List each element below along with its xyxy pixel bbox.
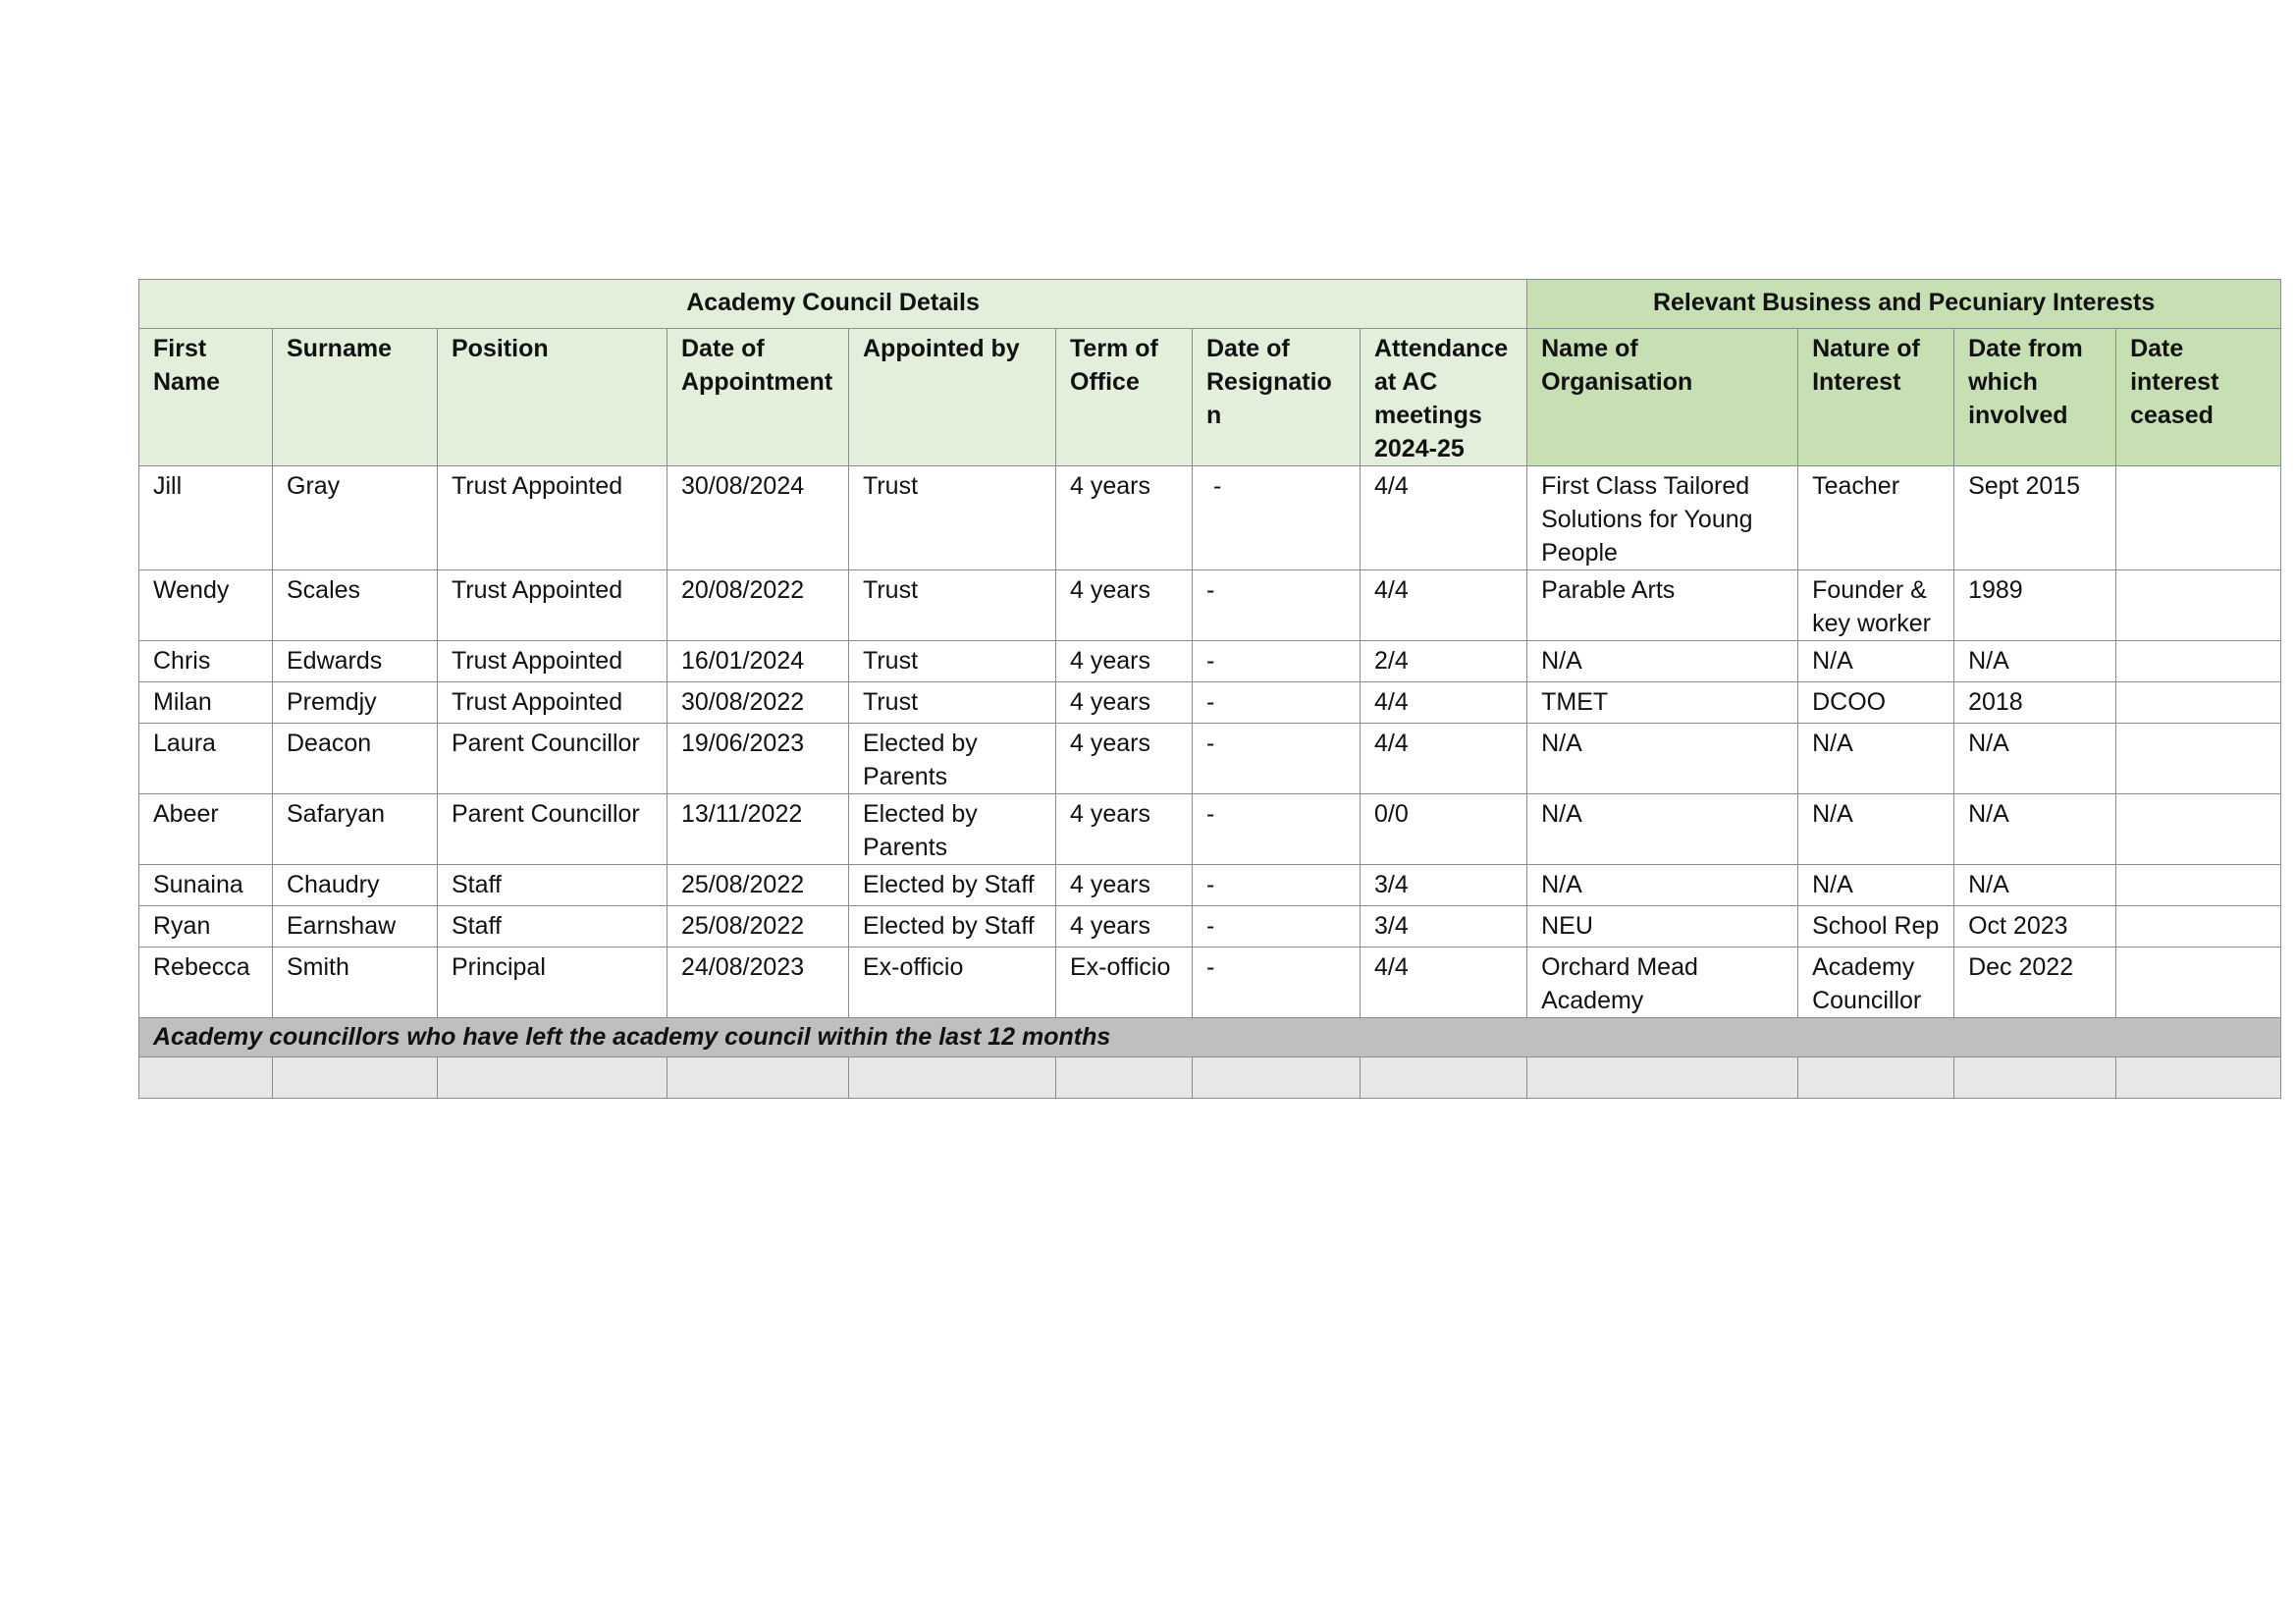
table-row xyxy=(139,641,2281,682)
col-header-position: Position xyxy=(438,329,667,466)
cell-organisation: N/A xyxy=(1527,865,1798,906)
cell-attendance: 2/4 xyxy=(1361,641,1527,682)
cell-organisation: N/A xyxy=(1527,641,1798,682)
col-header-date-ceased: Date interest ceased xyxy=(2116,329,2281,466)
cell-date-ceased xyxy=(2116,641,2281,682)
cell-attendance: 4/4 xyxy=(1361,724,1527,794)
cell-date-ceased xyxy=(2116,570,2281,641)
cell-date-of-appointment: 24/08/2023 xyxy=(667,947,849,1018)
cell-appointed-by: Trust xyxy=(849,682,1056,724)
cell-first-name: Laura xyxy=(139,724,273,794)
cell-organisation: N/A xyxy=(1527,794,1798,865)
section-academy-council-details: Academy Council Details xyxy=(139,280,1527,329)
table-row xyxy=(139,947,2281,1018)
cell-first-name: Abeer xyxy=(139,794,273,865)
cell-attendance: 4/4 xyxy=(1361,682,1527,724)
cell-surname: Chaudry xyxy=(273,865,438,906)
cell-date-of-appointment: 25/08/2022 xyxy=(667,865,849,906)
cell-position: Parent Councillor xyxy=(438,794,667,865)
cell-appointed-by: Elected by Staff xyxy=(849,906,1056,947)
cell-date-from: N/A xyxy=(1954,794,2116,865)
cell-appointed-by: Trust xyxy=(849,466,1056,570)
cell-date-of-appointment: 19/06/2023 xyxy=(667,724,849,794)
cell-date-ceased xyxy=(2116,724,2281,794)
cell-term-of-office: 4 years xyxy=(1056,682,1193,724)
empty-cell xyxy=(1056,1057,1193,1099)
cell-date-of-resignation: - xyxy=(1193,794,1361,865)
cell-date-from: N/A xyxy=(1954,641,2116,682)
cell-date-from: Oct 2023 xyxy=(1954,906,2116,947)
cell-date-of-appointment: 16/01/2024 xyxy=(667,641,849,682)
cell-attendance: 4/4 xyxy=(1361,947,1527,1018)
cell-attendance: 3/4 xyxy=(1361,906,1527,947)
cell-date-of-resignation: - xyxy=(1193,682,1361,724)
cell-surname: Scales xyxy=(273,570,438,641)
cell-position: Trust Appointed xyxy=(438,466,667,570)
col-header-date-of-resignation: Date of Resignation xyxy=(1193,329,1361,466)
cell-appointed-by: Trust xyxy=(849,570,1056,641)
cell-date-ceased xyxy=(2116,947,2281,1018)
empty-cell xyxy=(1193,1057,1361,1099)
cell-date-of-resignation: - xyxy=(1193,947,1361,1018)
table-row xyxy=(139,570,2281,641)
cell-date-from: N/A xyxy=(1954,724,2116,794)
cell-date-of-resignation: - xyxy=(1193,865,1361,906)
cell-term-of-office: 4 years xyxy=(1056,906,1193,947)
cell-date-of-resignation: - xyxy=(1193,906,1361,947)
col-header-appointed-by: Appointed by xyxy=(849,329,1056,466)
cell-nature-of-interest: Teacher xyxy=(1798,466,1954,570)
table-row xyxy=(139,906,2281,947)
cell-nature-of-interest: N/A xyxy=(1798,794,1954,865)
cell-position: Trust Appointed xyxy=(438,682,667,724)
cell-organisation: Orchard Mead Academy xyxy=(1527,947,1798,1018)
cell-surname: Earnshaw xyxy=(273,906,438,947)
col-header-organisation: Name of Organisation xyxy=(1527,329,1798,466)
cell-date-from: N/A xyxy=(1954,865,2116,906)
cell-term-of-office: 4 years xyxy=(1056,641,1193,682)
empty-cell xyxy=(1527,1057,1798,1099)
cell-first-name: Sunaina xyxy=(139,865,273,906)
cell-surname: Premdjy xyxy=(273,682,438,724)
cell-organisation: Parable Arts xyxy=(1527,570,1798,641)
cell-position: Principal xyxy=(438,947,667,1018)
cell-date-ceased xyxy=(2116,466,2281,570)
table-row xyxy=(139,466,2281,570)
cell-date-ceased xyxy=(2116,794,2281,865)
empty-cell xyxy=(1361,1057,1527,1099)
cell-term-of-office: 4 years xyxy=(1056,570,1193,641)
cell-organisation: NEU xyxy=(1527,906,1798,947)
table-row xyxy=(139,865,2281,906)
table-row xyxy=(139,794,2281,865)
cell-date-from: 1989 xyxy=(1954,570,2116,641)
cell-date-from: Sept 2015 xyxy=(1954,466,2116,570)
cell-nature-of-interest: Founder & key worker xyxy=(1798,570,1954,641)
academy-council-document xyxy=(138,279,2280,1099)
empty-cell xyxy=(2116,1057,2281,1099)
cell-attendance: 3/4 xyxy=(1361,865,1527,906)
cell-date-ceased xyxy=(2116,865,2281,906)
cell-organisation: N/A xyxy=(1527,724,1798,794)
cell-date-of-resignation: - xyxy=(1193,724,1361,794)
cell-date-of-appointment: 30/08/2024 xyxy=(667,466,849,570)
empty-cell xyxy=(1798,1057,1954,1099)
col-header-first-name: First Name xyxy=(139,329,273,466)
table-row xyxy=(139,682,2281,724)
cell-appointed-by: Elected by Parents xyxy=(849,794,1056,865)
cell-first-name: Rebecca xyxy=(139,947,273,1018)
cell-date-of-appointment: 30/08/2022 xyxy=(667,682,849,724)
cell-surname: Smith xyxy=(273,947,438,1018)
cell-date-from: 2018 xyxy=(1954,682,2116,724)
cell-nature-of-interest: N/A xyxy=(1798,641,1954,682)
cell-attendance: 4/4 xyxy=(1361,570,1527,641)
cell-term-of-office: 4 years xyxy=(1056,724,1193,794)
empty-cell xyxy=(849,1057,1056,1099)
cell-date-of-resignation: - xyxy=(1193,570,1361,641)
col-header-surname: Surname xyxy=(273,329,438,466)
col-header-date-from: Date from which involved xyxy=(1954,329,2116,466)
cell-first-name: Milan xyxy=(139,682,273,724)
cell-position: Parent Councillor xyxy=(438,724,667,794)
col-header-attendance: Attendance at AC meetings 2024-25 xyxy=(1361,329,1527,466)
cell-term-of-office: Ex-officio xyxy=(1056,947,1193,1018)
cell-nature-of-interest: School Rep xyxy=(1798,906,1954,947)
cell-surname: Gray xyxy=(273,466,438,570)
cell-date-of-resignation: - xyxy=(1193,466,1361,570)
cell-term-of-office: 4 years xyxy=(1056,794,1193,865)
cell-surname: Edwards xyxy=(273,641,438,682)
column-header-row xyxy=(139,329,2281,466)
cell-date-of-appointment: 25/08/2022 xyxy=(667,906,849,947)
table-row xyxy=(139,724,2281,794)
cell-appointed-by: Elected by Staff xyxy=(849,865,1056,906)
academy-council-table xyxy=(138,279,2281,1099)
cell-appointed-by: Elected by Parents xyxy=(849,724,1056,794)
empty-cell xyxy=(139,1057,273,1099)
cell-position: Staff xyxy=(438,906,667,947)
cell-attendance: 4/4 xyxy=(1361,466,1527,570)
section-business-interests: Relevant Business and Pecuniary Interests xyxy=(1527,280,2281,329)
cell-date-of-appointment: 13/11/2022 xyxy=(667,794,849,865)
cell-term-of-office: 4 years xyxy=(1056,466,1193,570)
section-header-row xyxy=(139,280,2281,329)
cell-nature-of-interest: DCOO xyxy=(1798,682,1954,724)
empty-cell xyxy=(1954,1057,2116,1099)
cell-first-name: Ryan xyxy=(139,906,273,947)
cell-date-ceased xyxy=(2116,682,2281,724)
cell-nature-of-interest: N/A xyxy=(1798,724,1954,794)
col-header-term-of-office: Term of Office xyxy=(1056,329,1193,466)
cell-organisation: TMET xyxy=(1527,682,1798,724)
cell-first-name: Chris xyxy=(139,641,273,682)
cell-date-of-appointment: 20/08/2022 xyxy=(667,570,849,641)
cell-date-from: Dec 2022 xyxy=(1954,947,2116,1018)
cell-date-ceased xyxy=(2116,906,2281,947)
cell-first-name: Wendy xyxy=(139,570,273,641)
left-councillors-heading: Academy councillors who have left the academy council within the last 12 months xyxy=(139,1018,2281,1057)
empty-cell xyxy=(438,1057,667,1099)
cell-position: Staff xyxy=(438,865,667,906)
cell-surname: Safaryan xyxy=(273,794,438,865)
col-header-date-of-appointment: Date of Appointment xyxy=(667,329,849,466)
col-header-nature-of-interest: Nature of Interest xyxy=(1798,329,1954,466)
cell-appointed-by: Trust xyxy=(849,641,1056,682)
cell-appointed-by: Ex-officio xyxy=(849,947,1056,1018)
cell-nature-of-interest: Academy Councillor xyxy=(1798,947,1954,1018)
cell-position: Trust Appointed xyxy=(438,570,667,641)
empty-cell xyxy=(273,1057,438,1099)
cell-organisation: First Class Tailored Solutions for Young People xyxy=(1527,466,1798,570)
cell-attendance: 0/0 xyxy=(1361,794,1527,865)
cell-term-of-office: 4 years xyxy=(1056,865,1193,906)
cell-position: Trust Appointed xyxy=(438,641,667,682)
left-councillors-empty-row xyxy=(139,1057,2281,1099)
empty-cell xyxy=(667,1057,849,1099)
left-councillors-heading-row xyxy=(139,1018,2281,1057)
cell-first-name: Jill xyxy=(139,466,273,570)
cell-date-of-resignation: - xyxy=(1193,641,1361,682)
cell-nature-of-interest: N/A xyxy=(1798,865,1954,906)
cell-surname: Deacon xyxy=(273,724,438,794)
